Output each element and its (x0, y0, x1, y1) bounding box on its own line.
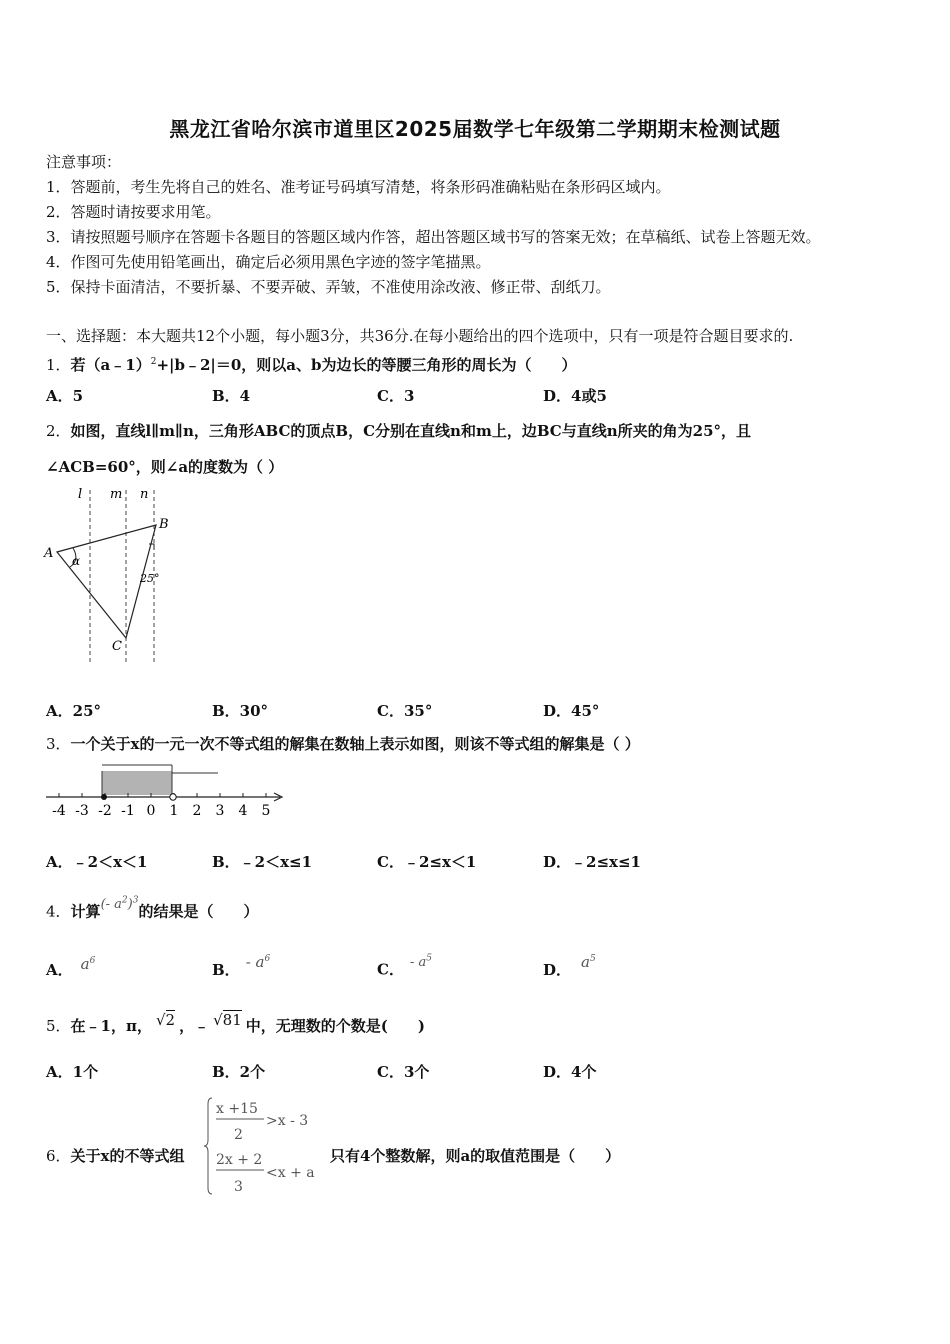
svg-text:2x + 2: 2x + 2 (216, 1152, 263, 1168)
sqrt-81: √81 (213, 1011, 242, 1029)
question-text: 的结果是（ ） (138, 902, 259, 921)
notice-item: 4．作图可先使用铅笔画出，确定后必须用黑色字迹的签字笔描黑。 (46, 253, 491, 271)
svg-text:3: 3 (234, 1179, 243, 1195)
question-text: 关于x的不等式组 (70, 1147, 185, 1165)
exponent: 2 (150, 357, 157, 367)
section-heading: 一、选择题：本大题共12个小题，每小题3分，共36分.在每小题给出的四个选项中，只有一项是符合题目要求的. (46, 327, 794, 345)
option-d: D．4或5 (543, 387, 607, 405)
question-number: 5． (46, 1017, 71, 1035)
vertex-c: C (112, 639, 122, 654)
question-2 (46, 421, 751, 441)
option-b: B．﹣2＜x≤1 (212, 853, 313, 871)
option-b: B．30° (212, 702, 269, 720)
option-c: C． - $a^5$ (377, 954, 432, 979)
tick-label: 4 (238, 803, 248, 819)
option-a: A． $a^6$ (46, 955, 96, 979)
sqrt-2: √2 (155, 1011, 176, 1029)
notice-heading: 注意事项： (46, 153, 122, 171)
option-c: C．﹣2≤x＜1 (377, 853, 477, 871)
question-text: 在﹣1，π， (70, 1017, 152, 1035)
tick-label: -4 (52, 803, 66, 819)
angle-alpha-label: α (72, 554, 81, 568)
number-line (42, 763, 292, 823)
option-c: C．35° (377, 702, 433, 720)
question-text: 若（a﹣1） (70, 356, 151, 374)
option-c: C．3 (377, 387, 415, 405)
question-6 (46, 1146, 185, 1166)
question-text: 中，无理数的个数是( ) (245, 1017, 425, 1035)
svg-text:x +15: x +15 (216, 1101, 258, 1117)
question-number: 1． (46, 356, 71, 374)
option-d: D． $a^5$ (543, 953, 596, 979)
question-number: 4． (46, 902, 71, 921)
question-number: 6． (46, 1147, 71, 1165)
option-a: A．25° (46, 702, 102, 720)
option-b: B．4 (212, 387, 251, 405)
svg-text:>x - 3: >x - 3 (266, 1113, 309, 1129)
closed-dot (101, 794, 107, 800)
option-d: D．4个 (543, 1063, 597, 1081)
triangle-figure (40, 484, 180, 669)
tick-label: 0 (146, 803, 156, 819)
math-expression: (- $a^2)^3$ (100, 896, 139, 913)
svg-text:<x + a: <x + a (266, 1165, 315, 1181)
tick-label: 5 (261, 803, 271, 819)
option-a: A．﹣2＜x＜1 (46, 853, 148, 871)
inequality-system (204, 1094, 330, 1198)
vertex-b: B (159, 517, 169, 532)
question-text: 一个关于x的一元一次不等式组的解集在数轴上表示如图，则该不等式组的解集是（ ） (70, 735, 640, 753)
label-n: n (140, 487, 149, 502)
option-c: C．3个 (377, 1063, 430, 1081)
question-4 (46, 896, 259, 923)
option-b: B． - $a^6$ (212, 953, 271, 979)
option-d: D．﹣2≤x≤1 (543, 853, 641, 871)
question-1 (46, 352, 577, 375)
question-text: +|b﹣2|＝0，则以a、b为边长的等腰三角形的周长为（ ） (156, 356, 577, 374)
open-dot (170, 794, 176, 800)
notice-item: 1．答题前，考生先将自己的姓名、准考证号码填写清楚，将条形码准确粘贴在条形码区域内。 (46, 178, 671, 196)
notice-item: 2．答题时请按要求用笔。 (46, 203, 221, 221)
question-3 (46, 734, 640, 754)
notice-item: 5．保持卡面清洁，不要折暴、不要弄破、弄皱，不准使用涂改液、修正带、刮纸刀。 (46, 278, 611, 296)
question-number: 3． (46, 735, 71, 753)
tick-label: 2 (192, 803, 202, 819)
question-text: ，﹣ (179, 1017, 210, 1035)
question-number: 2． (46, 422, 71, 440)
tick-label: 1 (169, 803, 179, 819)
tick-label: 3 (215, 803, 225, 819)
option-d: D．45° (543, 702, 600, 720)
svg-text:2: 2 (234, 1127, 243, 1143)
notice-item: 3．请按照题号顺序在答题卡各题目的答题区域内作答，超出答题区域书写的答案无效；在草稿纸、试卷上答题无效。 (46, 228, 821, 246)
option-b: B．2个 (212, 1063, 266, 1081)
question-text: 如图，直线l∥m∥n，三角形ABC的顶点B，C分别在直线n和m上，边BC与直线n所夹的角为25°，且 (70, 422, 752, 440)
page-title: 黑龙江省哈尔滨市道里区2025届数学七年级第二学期期末检测试题 (169, 117, 781, 141)
label-l: l (78, 487, 83, 502)
question-text: ∠ACB=60°，则∠a的度数为（ ） (46, 458, 284, 476)
option-a: A．1个 (46, 1063, 99, 1081)
vertex-a: A (44, 546, 54, 561)
tick-label: -2 (98, 803, 112, 819)
angle-25-label: 25° (140, 572, 160, 585)
question-text: 只有4个整数解，则a的取值范围是（ ） (330, 1147, 621, 1165)
question-5 (46, 1011, 425, 1036)
label-m: m (110, 487, 123, 502)
question-text: 计算 (70, 902, 101, 921)
tick-label: -3 (75, 803, 89, 819)
option-a: A．5 (46, 387, 84, 405)
tick-label: -1 (121, 803, 135, 819)
